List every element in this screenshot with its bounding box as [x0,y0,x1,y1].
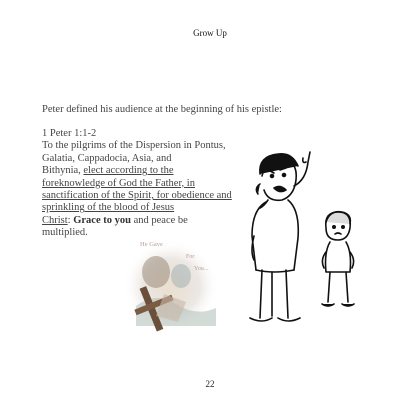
verse-underlined-text: Christ [42,214,68,226]
verse-line [42,215,252,227]
verse-line: sanctification of the Spirit, for obedience and [42,190,232,202]
verse-bold-text: Grace to you [73,214,131,226]
verse-reference: 1 Peter 1:1-2 [42,128,97,139]
verse-underlined-text: elect according to the [83,165,174,177]
page-title: Grow Up [193,28,227,38]
verse-text: Bithynia, [42,165,84,177]
page-number: 22 [205,379,215,389]
verse-line: multiplied. [42,227,88,239]
verse-text: and peace be [130,214,188,226]
collage-text: He Gave [140,241,163,248]
scolding-cartoon-image [222,140,372,330]
verse-line: foreknowledge of God the Father, in [42,177,195,189]
verse-line: To the pilgrims of the Dispersion in Pontus, [42,140,226,152]
cross-collage-image [126,236,226,336]
verse-line [42,165,252,177]
scripture-quote [42,128,252,240]
collage-text: You... [194,266,209,272]
intro-paragraph: Peter defined his audience at the beginning of his epistle: [42,104,282,115]
verse-text: : [67,214,74,226]
verse-line: Galatia, Cappadocia, Asia, and [42,152,172,164]
verse-line: sprinkling of the blood of Jesus [42,202,175,214]
collage-text: For [186,254,195,260]
